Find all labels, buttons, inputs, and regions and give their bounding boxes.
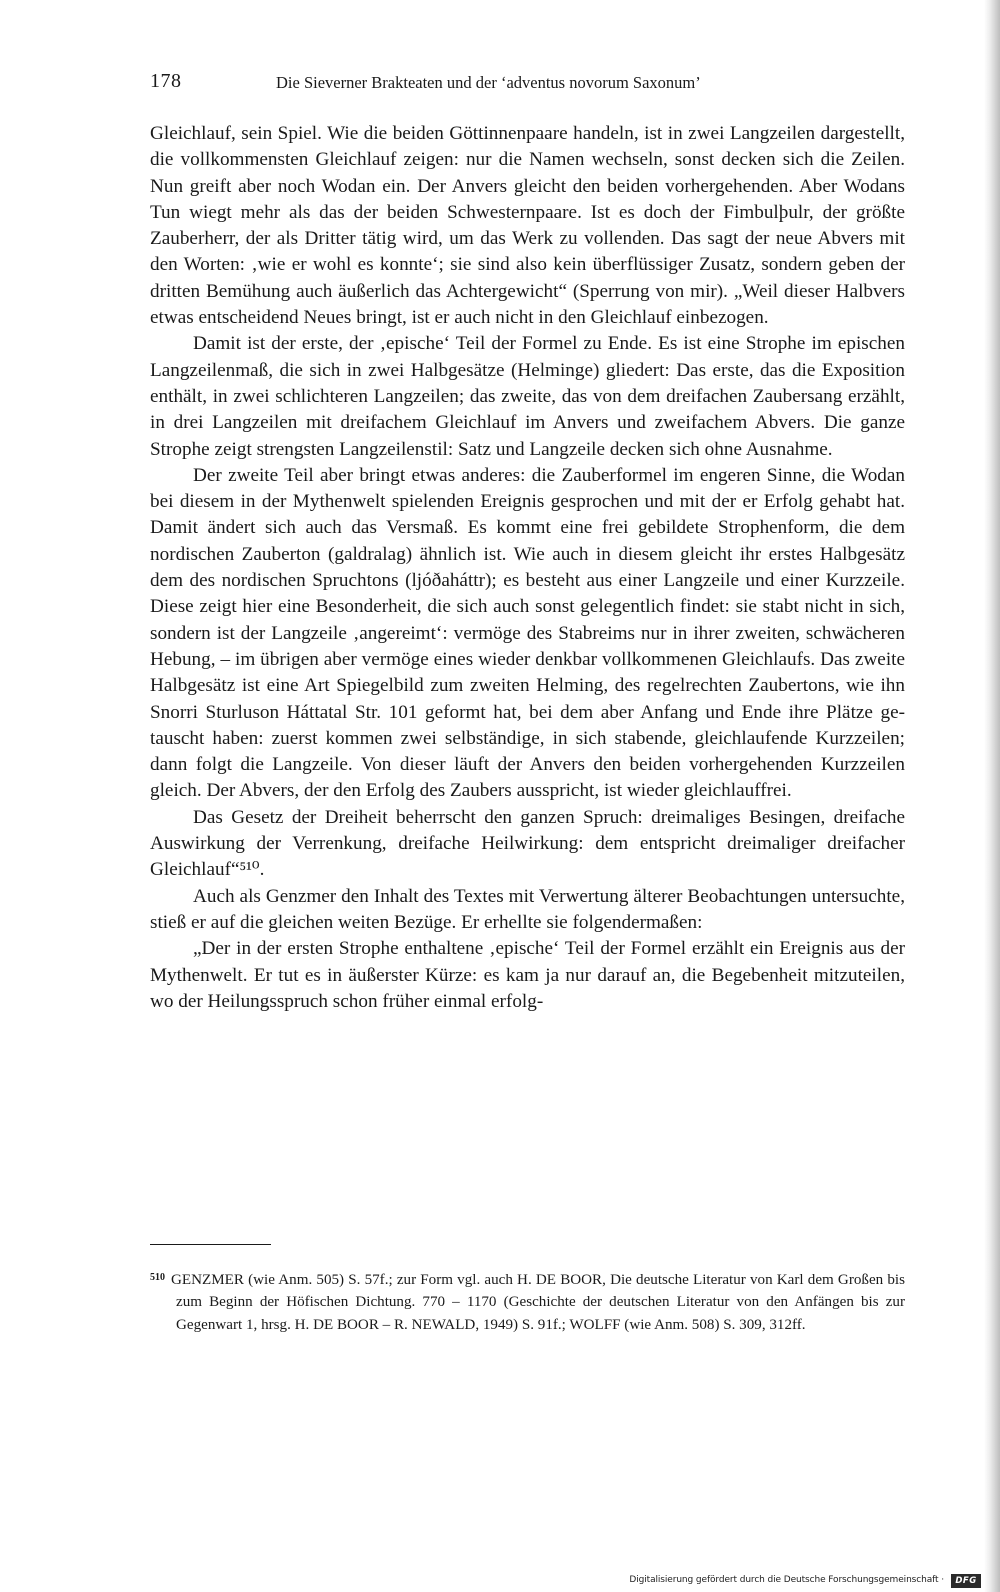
- footnote-text: GENZMER (wie Anm. 505) S. 57f.; zur Form vgl. auch H. DE BOOR, Die deutsche Literatur von Karl dem Großen bis zum Beginn der Höfischen Dichtung. 770 – 1170 (Geschichte der deutschen Literatur von den Anfängen bis zur Gegenwart 1, hrsg. H. DE BOOR – R. NEWALD, 1949) S. 91f.; WOLFF (wie Anm. 508) S. 309, 312ff.: [171, 1272, 905, 1333]
- main-text: [150, 121, 905, 1015]
- paragraph: Der zweite Teil aber bringt etwas anderes: die Zauberformel im engeren Sinne, die Wodan bei diesem in der Mythenwelt spielenden Ereignis gesprochen und mit der er Erfolg gehabt hat. Damit ändert sich auch das Versmaß. Es kommt eine frei gebildete Strophenform, die dem nordischen Zauberton (galdralag) ähnlich ist. Wie auch in diesem gleicht ihr erstes Halbgesätz dem des nordischen Spruchtons (ljóðaháttr); es besteht aus einer Langzeile und einer Kurzzeile. Diese zeigt hier eine Besonderheit, die sich auch sonst gelegentlich findet: sie stabt nicht in sich, sondern ist der Langzeile ‚angereimt‘: vermöge des Stabreims nur in ihrer zweiten, schwächeren Hebung, – im übrigen aber vermöge eines wieder denkbar vollkommenen Gleichlaufs. Das zweite Halbgesätz ist eine Art Spiegelbild zum zweiten Helming, des regelrechten Zaubertons, wie ihn Snorri Sturluson Háttatal Str. 101 geformt hat, bei dem aber Anfang und Ende ihre Plätze getauscht haben: zuerst kommen zwei selbständige, in sich stabende, gleichlaufende Kurzzeilen; dann folgt die Langzeile. Von dieser läuft der Anvers den beiden vorhergehenden Kurzzeilen gleich. Der Abvers, der den Erfolg des Zaubers ausspricht, ist wieder gleichlauffrei.: [150, 464, 905, 802]
- page-number: 178: [150, 70, 182, 92]
- paragraph: „Der in der ersten Strophe enthaltene ‚epische‘ Teil der Formel erzählt ein Ereignis aus der Mythenwelt. Er tut es in äußerster Kürze: es kam ja nur darauf an, die Begebenheit mitzuteilen, wo der Heilungsspruch schon früher einmal erfolg-: [150, 938, 905, 1012]
- footnote-divider: [150, 1244, 271, 1245]
- running-title: Die Sieverner Brakteaten und der ‘adventus novorum Saxonum’: [276, 73, 701, 92]
- digitization-credit: Digitalisierung gefördert durch die Deutsche Forschungsgemeinschaft ·: [629, 1575, 944, 1585]
- paragraph: Auch als Genzmer den Inhalt des Textes mit Verwertung älterer Beobachtungen untersuchte, stieß er auf die gleichen weiten Bezüge. Er erhellte sie folgendermaßen:: [150, 885, 905, 933]
- footnote-paragraph: [150, 1267, 905, 1336]
- footnote: [150, 1267, 905, 1336]
- footnote-number: 510: [150, 1272, 165, 1283]
- dfg-logo: DFG: [951, 1574, 981, 1588]
- paragraph: Das Gesetz der Dreiheit beherrscht den ganzen Spruch: dreimaliges Besingen, dreifache Auswirkung der Verrenkung, dreifache Heilwirkung: dem entspricht dreimaliger dreifacher Gleichlauf“⁵¹⁰.: [150, 806, 905, 881]
- page-edge-shadow: [984, 0, 1000, 1592]
- paragraph: Gleichlauf, sein Spiel. Wie die beiden Göttinnenpaare handeln, ist in zwei Langzeilen dargestellt, die vollkommensten Gleichlauf zeigen: nur die Namen wechseln, sonst decken sich die Zeilen. Nun greift aber noch Wodan ein. Der Anvers gleicht den beiden vorhergehenden. Aber Wodans Tun wiegt mehr als das der beiden Schwesternpaare. Ist es doch der Fimbulþulr, der größte Zauberherr, der als Dritter tätig wird, um das Werk zu vollenden. Das sagt der neue Abvers mit den Worten: ‚wie er wohl es konnte‘; sie sind also kein überflüssiger Zusatz, sondern geben der dritten Bemühung auch äußerlich das Achtergewicht“ (Sperrung von mir). „Weil dieser Halbvers etwas entscheidend Neues bringt, ist er auch nicht in den Gleichlauf einbezogen.: [150, 123, 905, 329]
- paragraph: Damit ist der erste, der ‚epische‘ Teil der Formel zu Ende. Es ist eine Strophe im epischen Langzeilenmaß, die sich in zwei Halbgesätze (Helminge) gliedert: Das erste, das die Exposition enthält, in zwei schlichteren Langzeilen; das zweite, das von dem dreifachen Zaubersang erzählt, in drei Langzeilen mit dreifachem Gleichlauf im Anvers und zweifachem Abvers. Die ganze Strophe zeigt strengsten Langzeilenstil: Satz und Langzeile decken sich ohne Ausnahme.: [150, 333, 905, 460]
- page-header: [150, 70, 905, 100]
